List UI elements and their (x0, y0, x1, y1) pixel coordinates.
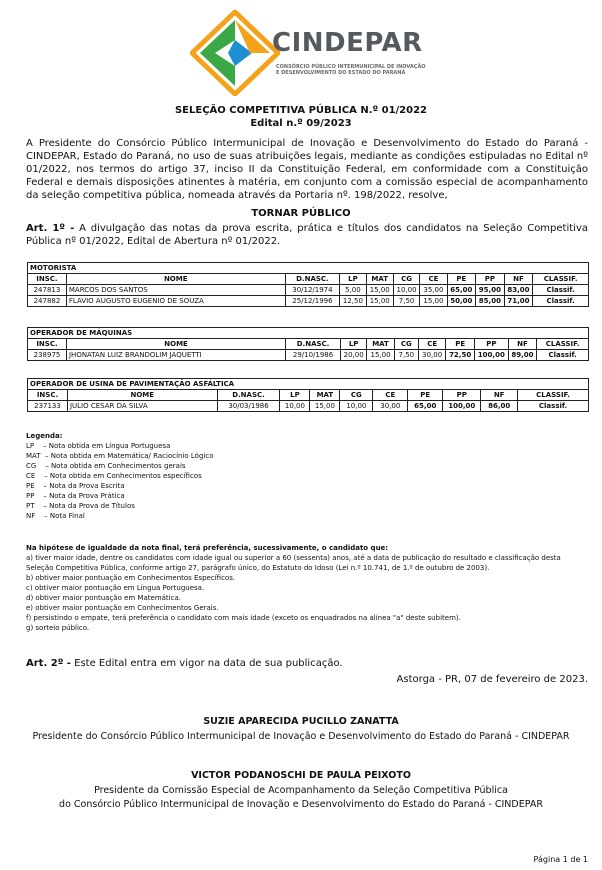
column-header: LP (340, 339, 366, 350)
cell-cg: 7,50 (394, 350, 418, 361)
place-date: Astorga - PR, 07 de fevereiro de 2023. (396, 674, 588, 685)
signatory-2-name: VICTOR PODANOSCHI DE PAULA PEIXOTO (191, 770, 411, 781)
logo-tagline-2: E DESENVOLVIMENTO DO ESTADO DO PARANÁ (276, 70, 406, 76)
page-number: Página 1 de 1 (533, 855, 588, 864)
cell-mat: 15,00 (366, 285, 393, 296)
column-header: PE (447, 274, 476, 285)
legend-item: PT – Nota da Prova de Títulos (26, 502, 135, 510)
cell-classif: Classif. (518, 401, 589, 412)
grades-table-operador-usina (27, 378, 589, 412)
tiebreak-item: g) sorteio público. (26, 624, 90, 632)
cell-classif: Classif. (533, 285, 589, 296)
column-header: NF (481, 390, 518, 401)
column-header: MAT (310, 390, 340, 401)
signatory-1-name: SUZIE APARECIDA PUCILLO ZANATTA (203, 716, 399, 727)
column-header: LP (280, 390, 310, 401)
cell-nf: 83,00 (504, 285, 533, 296)
cell-pe: 50,00 (447, 296, 476, 307)
column-header: NF (504, 274, 533, 285)
grades-table-operador-maquinas (27, 327, 589, 361)
column-header: PP (443, 390, 481, 401)
cell-pe: 65,00 (408, 401, 443, 412)
cindepar-logo (190, 10, 426, 96)
column-header: D.NASC. (285, 274, 340, 285)
legend (26, 431, 326, 521)
cell-nf: 89,00 (508, 350, 537, 361)
cell-pe: 72,50 (446, 350, 475, 361)
cell-insc: 238975 (28, 350, 67, 361)
column-header: CLASSIF. (537, 339, 589, 350)
logo-mark-icon (190, 10, 280, 96)
table-row (28, 296, 589, 307)
logo-tagline-1: CONSÓRCIO PÚBLICO INTERMUNICIPAL DE INOVAÇÃO (276, 64, 426, 70)
document-subtitle: Edital n.º 09/2023 (250, 118, 352, 129)
article-1 (26, 222, 588, 248)
cell-nf: 86,00 (481, 401, 518, 412)
legend-item: PE – Nota da Prova Escrita (26, 482, 125, 490)
tornar-publico-heading: TORNAR PÚBLICO (251, 208, 351, 219)
cell-ce: 30,00 (373, 401, 408, 412)
table-row (28, 350, 589, 361)
table-row (28, 285, 589, 296)
cell-pp: 85,00 (476, 296, 505, 307)
column-header: CLASSIF. (533, 274, 589, 285)
column-header: PP (476, 274, 505, 285)
legend-item: CE – Nota obtida em Conhecimentos específicos (26, 472, 202, 480)
cell-lp: 10,00 (280, 401, 310, 412)
tiebreak-item: f) persistindo o empate, terá preferência o candidato com mais idade (exceto os enquadrados na alínea "a" deste subitem). (26, 614, 461, 622)
cell-lp: 12,50 (340, 296, 366, 307)
legend-item: PP – Nota da Prova Prática (26, 492, 125, 500)
cell-nome: FLAVIO AUGUSTO EUGENIO DE SOUZA (66, 296, 285, 307)
cell-dnasc: 30/12/1974 (285, 285, 340, 296)
cell-mat: 15,00 (310, 401, 340, 412)
column-header: NOME (66, 339, 285, 350)
cell-cg: 7,50 (393, 296, 419, 307)
article-2-label: Art. 2º - (26, 658, 71, 669)
column-header: MAT (367, 339, 394, 350)
column-header: CE (373, 390, 408, 401)
column-header: MAT (366, 274, 393, 285)
column-header: CG (340, 390, 373, 401)
table-row (28, 401, 589, 412)
cell-classif: Classif. (533, 296, 589, 307)
cell-mat: 15,00 (367, 350, 394, 361)
column-header: INSC. (28, 390, 68, 401)
cell-lp: 20,00 (340, 350, 366, 361)
column-header: D.NASC. (286, 339, 341, 350)
column-header: INSC. (28, 339, 67, 350)
cell-insc: 237133 (28, 401, 68, 412)
legend-title: Legenda: (26, 432, 63, 440)
cell-insc: 247882 (28, 296, 67, 307)
column-header: CG (393, 274, 419, 285)
intro-paragraph: A Presidente do Consórcio Público Intermunicipal de Inovação e Desenvolvimento do Estado do Paraná - CINDEPAR, Estado do Paraná, no uso de suas atribuições legais, mediante as condições estipuladas no Edital nº 01/2022, nos termos do artigo 37, inciso II da Constituição Federal, em conformidade com a Constituição Federal e demais disposições atinentes à matéria, em conjunto com a comissão especial de acompanhamento da seleção competitiva pública, nomeada através da Portaria nº. 198/2022, resolve, (26, 138, 588, 201)
cell-classif: Classif. (537, 350, 589, 361)
cell-nome: JHONATAN LUIZ BRANDOLIM JAQUETTI (66, 350, 285, 361)
article-1-label: Art. 1º - (26, 223, 75, 234)
tiebreak-item: d) obtiver maior pontuação em Matemática. (26, 594, 181, 602)
tiebreak-item: Seleção Competitiva Pública, conforme artigo 27, parágrafo único, do Estatuto do Idoso (Lei n.º 10.741, de 1.º de outubro de 2003). (26, 564, 490, 572)
legend-item: NF – Nota Final (26, 512, 85, 520)
cell-dnasc: 29/10/1986 (286, 350, 341, 361)
column-header: CLASSIF. (518, 390, 589, 401)
article-2-text: Este Edital entra em vigor na data de sua publicação. (74, 658, 343, 669)
logo-name: CINDEPAR (272, 28, 423, 58)
grades-table-motorista (27, 262, 589, 307)
column-header: CG (394, 339, 418, 350)
tiebreak-title: Na hipótese de igualdade da nota final, terá preferência, sucessivamente, o candidato que: (26, 544, 389, 552)
column-header: D.NASC. (217, 390, 280, 401)
tiebreak-item: e) obtiver maior pontuação em Conhecimentos Gerais. (26, 604, 219, 612)
cell-pp: 100,00 (443, 401, 481, 412)
column-header: PE (446, 339, 475, 350)
cell-dnasc: 25/12/1996 (285, 296, 340, 307)
table-section-title: OPERADOR DE USINA DE PAVIMENTAÇÃO ASFÁLTICA (28, 379, 589, 390)
table-section-title: MOTORISTA (28, 263, 589, 274)
cell-insc: 247813 (28, 285, 67, 296)
cell-ce: 15,00 (420, 296, 447, 307)
tiebreak-item: a) tiver maior idade, dentre os candidatos com idade igual ou superior a 60 (sessenta) anos, até a data de publicação do resultado e classificação desta (26, 554, 561, 562)
cell-lp: 5,00 (340, 285, 366, 296)
document-title: SELEÇÃO COMPETITIVA PÚBLICA N.º 01/2022 (174, 105, 428, 116)
tiebreak-item: c) obtiver maior pontuação em Língua Portuguesa. (26, 584, 205, 592)
cell-nome: MARCOS DOS SANTOS (66, 285, 285, 296)
tiebreak-item: b) obtiver maior pontuação em Conhecimentos Específicos. (26, 574, 236, 582)
cell-mat: 15,00 (366, 296, 393, 307)
column-header: CE (420, 274, 447, 285)
cell-cg: 10,00 (393, 285, 419, 296)
cell-nf: 71,00 (504, 296, 533, 307)
legend-item: MAT – Nota obtida em Matemática/ Raciocínio Lógico (26, 452, 214, 460)
tiebreak-rules (26, 543, 592, 633)
cell-pp: 100,00 (474, 350, 508, 361)
signatory-1-role: Presidente do Consórcio Público Intermunicipal de Inovação e Desenvolvimento do Estado do Paraná - CINDEPAR (32, 731, 570, 742)
column-header: NF (508, 339, 537, 350)
cell-pp: 95,00 (476, 285, 505, 296)
cell-dnasc: 30/03/1986 (217, 401, 280, 412)
signatory-2-role: do Consórcio Público Intermunicipal de Inovação e Desenvolvimento do Estado do Paraná - CINDEPAR (59, 799, 543, 810)
legend-item: CG – Nota obtida em Conhecimentos gerais (26, 462, 186, 470)
cell-cg: 10,00 (340, 401, 373, 412)
cell-nome: JULIO CESAR DA SILVA (67, 401, 217, 412)
table-section-title: OPERADOR DE MÁQUINAS (28, 328, 589, 339)
cell-ce: 35,00 (420, 285, 447, 296)
column-header: INSC. (28, 274, 67, 285)
column-header: PE (408, 390, 443, 401)
column-header: CE (418, 339, 445, 350)
article-1-text: A divulgação das notas da prova escrita, prática e títulos dos candidatos na Seleção Competitiva Pública nº 01/2022, Edital de Abertura nº 01/2022. (26, 223, 588, 247)
signatory-2-role: Presidente da Comissão Especial de Acompanhamento da Seleção Competitiva Pública (94, 785, 508, 796)
cell-ce: 30,00 (418, 350, 445, 361)
article-2 (26, 657, 586, 670)
legend-item: LP – Nota obtida em Língua Portuguesa (26, 442, 171, 450)
column-header: NOME (67, 390, 217, 401)
column-header: LP (340, 274, 366, 285)
column-header: NOME (66, 274, 285, 285)
column-header: PP (474, 339, 508, 350)
cell-pe: 65,00 (447, 285, 476, 296)
